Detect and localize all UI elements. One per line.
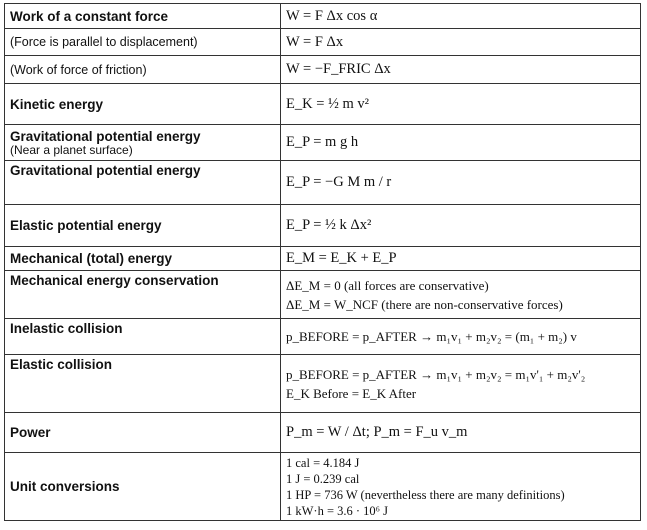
formula-line: ΔE_M = W_NCF (there are non-conservative forces) bbox=[286, 296, 563, 312]
row-label: Elastic collision bbox=[5, 355, 281, 413]
table-row bbox=[5, 355, 641, 413]
row-label: Unit conversions bbox=[5, 453, 281, 521]
row-label: Inelastic collision bbox=[5, 319, 281, 355]
row-formula: W = F Δx cos α bbox=[281, 4, 641, 29]
table-row bbox=[5, 319, 641, 355]
row-label-note: (Near a planet surface) bbox=[10, 142, 133, 157]
row-formula bbox=[281, 271, 641, 319]
table-row bbox=[5, 56, 641, 84]
table-row bbox=[5, 161, 641, 205]
row-label bbox=[5, 125, 281, 161]
formula-line: 1 HP = 736 W (nevertheless there are many definitions) bbox=[286, 487, 565, 502]
table-row bbox=[5, 125, 641, 161]
table-row bbox=[5, 29, 641, 56]
formula-table bbox=[4, 3, 641, 521]
row-label: Power bbox=[5, 413, 281, 453]
formula-sheet bbox=[4, 3, 641, 525]
table-row bbox=[5, 205, 641, 247]
row-formula: W = −F_FRIC Δx bbox=[281, 56, 641, 84]
row-formula: W = F Δx bbox=[281, 29, 641, 56]
table-row bbox=[5, 84, 641, 125]
formula-line: p_BEFORE = p_AFTER → m₁v₁ + m₂v₂ = m₁v'₁ + m₂v'₂ bbox=[286, 366, 586, 382]
row-label: Gravitational potential energy bbox=[5, 161, 281, 205]
table-row bbox=[5, 453, 641, 521]
row-label: Work of a constant force bbox=[5, 4, 281, 29]
table-row bbox=[5, 4, 641, 29]
formula-line: ΔE_M = 0 (all forces are conservative) bbox=[286, 277, 489, 293]
row-formula bbox=[281, 355, 641, 413]
formula-line: 1 J = 0.239 cal bbox=[286, 471, 360, 486]
row-label: Mechanical energy conservation bbox=[5, 271, 281, 319]
row-label-main: Gravitational potential energy bbox=[10, 128, 201, 144]
table-row bbox=[5, 247, 641, 271]
row-formula bbox=[281, 453, 641, 521]
formula-line: E_K Before = E_K After bbox=[286, 385, 417, 401]
row-label: Kinetic energy bbox=[5, 84, 281, 125]
row-formula: E_P = m g h bbox=[281, 125, 641, 161]
row-label: Elastic potential energy bbox=[5, 205, 281, 247]
table-row bbox=[5, 413, 641, 453]
formula-line: 1 cal = 4.184 J bbox=[286, 455, 360, 470]
row-formula: E_M = E_K + E_P bbox=[281, 247, 641, 271]
table-row bbox=[5, 271, 641, 319]
formula-line: 1 kW·h = 3.6 · 10⁶ J bbox=[286, 503, 389, 518]
row-formula: E_K = ½ m v² bbox=[281, 84, 641, 125]
row-formula: E_P = −G M m / r bbox=[281, 161, 641, 205]
row-formula: P_m = W / Δt; P_m = F_u v_m bbox=[281, 413, 641, 453]
row-label: (Work of force of friction) bbox=[5, 56, 281, 84]
row-label: (Force is parallel to displacement) bbox=[5, 29, 281, 56]
row-label: Mechanical (total) energy bbox=[5, 247, 281, 271]
row-formula: p_BEFORE = p_AFTER → m₁v₁ + m₂v₂ = (m₁ + m₂) v bbox=[281, 319, 641, 355]
row-formula: E_P = ½ k Δx² bbox=[281, 205, 641, 247]
